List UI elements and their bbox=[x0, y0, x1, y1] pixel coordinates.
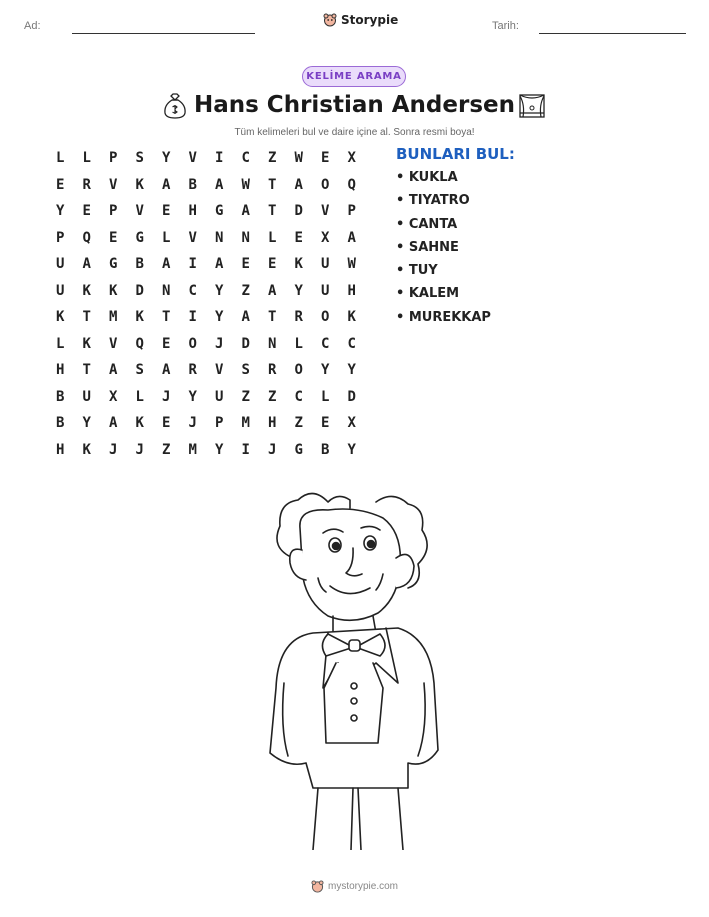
grid-letter[interactable]: P bbox=[56, 229, 65, 246]
grid-letter[interactable]: A bbox=[215, 176, 224, 193]
grid-letter[interactable]: K bbox=[135, 176, 144, 193]
grid-letter[interactable]: B bbox=[188, 176, 197, 193]
grid-letter[interactable]: T bbox=[268, 176, 277, 193]
grid-letter[interactable]: L bbox=[162, 229, 171, 246]
grid-letter[interactable]: Y bbox=[347, 441, 356, 458]
grid-letter[interactable]: T bbox=[82, 309, 91, 326]
grid-letter[interactable]: C bbox=[188, 282, 197, 299]
grid-letter[interactable]: V bbox=[135, 203, 144, 220]
grid-letter[interactable]: N bbox=[241, 229, 250, 246]
grid-row bbox=[47, 410, 365, 437]
find-word-item: • CANTA bbox=[396, 216, 458, 232]
grid-letter[interactable]: Y bbox=[215, 309, 224, 326]
grid-letter[interactable]: I bbox=[241, 441, 250, 458]
grid-letter[interactable]: R bbox=[294, 309, 303, 326]
grid-letter[interactable]: C bbox=[347, 335, 356, 352]
grid-letter[interactable]: L bbox=[82, 150, 91, 167]
grid-letter[interactable]: C bbox=[321, 335, 330, 352]
find-word-item: • TIYATRO bbox=[396, 193, 470, 209]
grid-letter[interactable]: O bbox=[321, 309, 330, 326]
grid-letter[interactable]: E bbox=[82, 203, 91, 220]
grid-letter[interactable]: Y bbox=[321, 362, 330, 379]
grid-letter[interactable]: G bbox=[294, 441, 303, 458]
grid-row bbox=[47, 251, 365, 278]
grid-letter[interactable]: A bbox=[162, 256, 171, 273]
grid-letter[interactable]: N bbox=[162, 282, 171, 299]
find-list-title: BUNLARI BUL: bbox=[396, 145, 515, 163]
grid-letter[interactable]: A bbox=[241, 309, 250, 326]
grid-letter[interactable]: E bbox=[56, 176, 65, 193]
grid-row bbox=[47, 172, 365, 199]
grid-letter[interactable]: K bbox=[82, 441, 91, 458]
grid-letter[interactable]: E bbox=[162, 415, 171, 432]
grid-letter[interactable]: Y bbox=[294, 282, 303, 299]
grid-letter[interactable]: I bbox=[188, 256, 197, 273]
grid-letter[interactable]: Q bbox=[135, 335, 144, 352]
grid-letter[interactable]: C bbox=[294, 388, 303, 405]
grid-letter[interactable]: Y bbox=[215, 282, 224, 299]
grid-letter[interactable]: E bbox=[268, 256, 277, 273]
grid-letter[interactable]: P bbox=[347, 203, 356, 220]
date-line[interactable] bbox=[539, 33, 686, 34]
grid-letter[interactable]: U bbox=[321, 256, 330, 273]
grid-letter[interactable]: X bbox=[347, 150, 356, 167]
find-word-item: • TUY bbox=[396, 263, 438, 279]
grid-letter[interactable]: G bbox=[109, 256, 118, 273]
grid-letter[interactable]: M bbox=[109, 309, 118, 326]
grid-letter[interactable]: L bbox=[321, 388, 330, 405]
grid-letter[interactable]: L bbox=[268, 229, 277, 246]
grid-letter[interactable]: I bbox=[215, 150, 224, 167]
grid-letter[interactable]: D bbox=[294, 203, 303, 220]
grid-letter[interactable]: Y bbox=[82, 415, 91, 432]
grid-row bbox=[47, 278, 365, 305]
grid-letter[interactable]: V bbox=[321, 203, 330, 220]
grid-letter[interactable]: P bbox=[109, 203, 118, 220]
grid-letter[interactable]: W bbox=[294, 150, 303, 167]
grid-letter[interactable]: R bbox=[82, 176, 91, 193]
storypie-mascot-icon bbox=[311, 880, 324, 893]
grid-letter[interactable]: N bbox=[268, 335, 277, 352]
grid-letter[interactable]: L bbox=[56, 335, 65, 352]
grid-letter[interactable]: K bbox=[109, 282, 118, 299]
grid-letter[interactable]: U bbox=[215, 388, 224, 405]
grid-letter[interactable]: Z bbox=[241, 282, 250, 299]
grid-letter[interactable]: Y bbox=[56, 203, 65, 220]
page-title: Hans Christian Andersen bbox=[193, 92, 516, 118]
brand-logo bbox=[323, 13, 398, 27]
grid-letter[interactable]: V bbox=[109, 335, 118, 352]
grid-row bbox=[47, 225, 365, 252]
grid-letter[interactable]: V bbox=[188, 150, 197, 167]
grid-letter[interactable]: T bbox=[268, 309, 277, 326]
grid-letter[interactable]: O bbox=[321, 176, 330, 193]
grid-letter[interactable]: E bbox=[321, 415, 330, 432]
grid-letter[interactable]: X bbox=[109, 388, 118, 405]
grid-letter[interactable]: U bbox=[82, 388, 91, 405]
grid-letter[interactable]: Y bbox=[347, 362, 356, 379]
find-word-item: • SAHNE bbox=[396, 239, 459, 255]
grid-row bbox=[47, 384, 365, 411]
grid-letter[interactable]: J bbox=[188, 415, 197, 432]
grid-letter[interactable]: V bbox=[188, 229, 197, 246]
grid-letter[interactable]: R bbox=[268, 362, 277, 379]
grid-letter[interactable]: Z bbox=[162, 441, 171, 458]
grid-letter[interactable]: S bbox=[135, 362, 144, 379]
grid-letter[interactable]: J bbox=[215, 335, 224, 352]
grid-letter[interactable]: C bbox=[241, 150, 250, 167]
footer-url[interactable]: mystorypie.com bbox=[327, 881, 398, 892]
grid-letter[interactable]: B bbox=[56, 415, 65, 432]
grid-letter[interactable]: J bbox=[268, 441, 277, 458]
grid-letter[interactable]: P bbox=[215, 415, 224, 432]
grid-letter[interactable]: E bbox=[321, 150, 330, 167]
grid-letter[interactable]: A bbox=[215, 256, 224, 273]
grid-letter[interactable]: P bbox=[109, 150, 118, 167]
grid-letter[interactable]: Z bbox=[294, 415, 303, 432]
date-label: Tarih: bbox=[492, 20, 519, 32]
grid-letter[interactable]: X bbox=[347, 415, 356, 432]
brand-name: Storypie bbox=[341, 13, 399, 27]
find-word-item: • KUKLA bbox=[396, 170, 458, 185]
name-label: Ad: bbox=[24, 20, 41, 32]
grid-letter[interactable]: Y bbox=[188, 388, 197, 405]
grid-letter[interactable]: K bbox=[135, 415, 144, 432]
grid-row bbox=[47, 437, 365, 464]
grid-letter[interactable]: A bbox=[109, 362, 118, 379]
grid-letter[interactable]: U bbox=[56, 256, 65, 273]
grid-letter[interactable]: A bbox=[162, 176, 171, 193]
grid-letter[interactable]: A bbox=[82, 256, 91, 273]
grid-letter[interactable]: L bbox=[135, 388, 144, 405]
grid-letter[interactable]: A bbox=[347, 229, 356, 246]
grid-letter[interactable]: K bbox=[135, 309, 144, 326]
grid-letter[interactable]: K bbox=[347, 309, 356, 326]
grid-letter[interactable]: A bbox=[109, 415, 118, 432]
grid-letter[interactable]: E bbox=[294, 229, 303, 246]
grid-letter[interactable]: A bbox=[268, 282, 277, 299]
name-line[interactable] bbox=[72, 33, 255, 34]
grid-letter[interactable]: E bbox=[241, 256, 250, 273]
grid-letter[interactable]: Q bbox=[347, 176, 356, 193]
grid-letter[interactable]: V bbox=[215, 362, 224, 379]
grid-letter[interactable]: K bbox=[82, 282, 91, 299]
grid-letter[interactable]: V bbox=[109, 176, 118, 193]
grid-letter[interactable]: Y bbox=[215, 441, 224, 458]
grid-letter[interactable]: Z bbox=[268, 388, 277, 405]
grid-letter[interactable]: R bbox=[188, 362, 197, 379]
grid-letter[interactable]: T bbox=[162, 309, 171, 326]
grid-letter[interactable]: S bbox=[135, 150, 144, 167]
grid-letter[interactable]: H bbox=[56, 362, 65, 379]
grid-letter[interactable]: K bbox=[294, 256, 303, 273]
grid-letter[interactable]: U bbox=[56, 282, 65, 299]
grid-letter[interactable]: J bbox=[162, 388, 171, 405]
andersen-coloring-illustration bbox=[258, 488, 448, 850]
grid-letter[interactable]: K bbox=[82, 335, 91, 352]
word-search-grid bbox=[47, 145, 365, 463]
grid-letter[interactable]: U bbox=[321, 282, 330, 299]
grid-letter[interactable]: Y bbox=[162, 150, 171, 167]
grid-letter[interactable]: O bbox=[294, 362, 303, 379]
grid-letter[interactable]: T bbox=[82, 362, 91, 379]
grid-letter[interactable]: O bbox=[188, 335, 197, 352]
activity-badge: KELİME ARAMA bbox=[302, 66, 406, 87]
grid-letter[interactable]: G bbox=[135, 229, 144, 246]
grid-letter[interactable]: I bbox=[188, 309, 197, 326]
grid-letter[interactable]: G bbox=[215, 203, 224, 220]
grid-letter[interactable]: M bbox=[188, 441, 197, 458]
instructions: Tüm kelimeleri bul ve daire içine al. Sonra resmi boya! bbox=[234, 127, 475, 138]
grid-letter[interactable]: W bbox=[347, 256, 356, 273]
grid-letter[interactable]: B bbox=[321, 441, 330, 458]
grid-letter[interactable]: K bbox=[56, 309, 65, 326]
grid-letter[interactable]: E bbox=[109, 229, 118, 246]
grid-letter[interactable]: W bbox=[241, 176, 250, 193]
grid-letter[interactable]: E bbox=[162, 203, 171, 220]
storypie-mascot-icon bbox=[323, 13, 337, 27]
grid-letter[interactable]: D bbox=[135, 282, 144, 299]
grid-letter[interactable]: H bbox=[347, 282, 356, 299]
grid-letter[interactable]: T bbox=[268, 203, 277, 220]
find-word-list bbox=[396, 170, 491, 333]
grid-letter[interactable]: Z bbox=[241, 388, 250, 405]
grid-letter[interactable]: Z bbox=[268, 150, 277, 167]
grid-letter[interactable]: D bbox=[241, 335, 250, 352]
footer bbox=[0, 880, 709, 893]
grid-row bbox=[47, 198, 365, 225]
grid-letter[interactable]: L bbox=[294, 335, 303, 352]
grid-letter[interactable]: S bbox=[241, 362, 250, 379]
grid-letter[interactable]: J bbox=[135, 441, 144, 458]
grid-letter[interactable]: D bbox=[347, 388, 356, 405]
grid-row bbox=[47, 145, 365, 172]
find-word-item: • MUREKKAP bbox=[396, 309, 491, 325]
grid-letter[interactable]: H bbox=[56, 441, 65, 458]
grid-letter[interactable]: B bbox=[135, 256, 144, 273]
grid-letter[interactable]: J bbox=[109, 441, 118, 458]
grid-letter[interactable]: N bbox=[215, 229, 224, 246]
grid-letter[interactable]: E bbox=[162, 335, 171, 352]
grid-letter[interactable]: Q bbox=[82, 229, 91, 246]
grid-letter[interactable]: A bbox=[241, 203, 250, 220]
find-word-item: • KALEM bbox=[396, 286, 460, 302]
grid-letter[interactable]: A bbox=[294, 176, 303, 193]
grid-letter[interactable]: H bbox=[188, 203, 197, 220]
grid-row bbox=[47, 357, 365, 384]
grid-letter[interactable]: L bbox=[56, 150, 65, 167]
grid-letter[interactable]: M bbox=[241, 415, 250, 432]
grid-letter[interactable]: X bbox=[321, 229, 330, 246]
grid-letter[interactable]: H bbox=[268, 415, 277, 432]
grid-letter[interactable]: A bbox=[162, 362, 171, 379]
theater-stage-icon bbox=[517, 91, 547, 121]
grid-letter[interactable]: B bbox=[56, 388, 65, 405]
grid-row bbox=[47, 304, 365, 331]
grid-row bbox=[47, 331, 365, 358]
